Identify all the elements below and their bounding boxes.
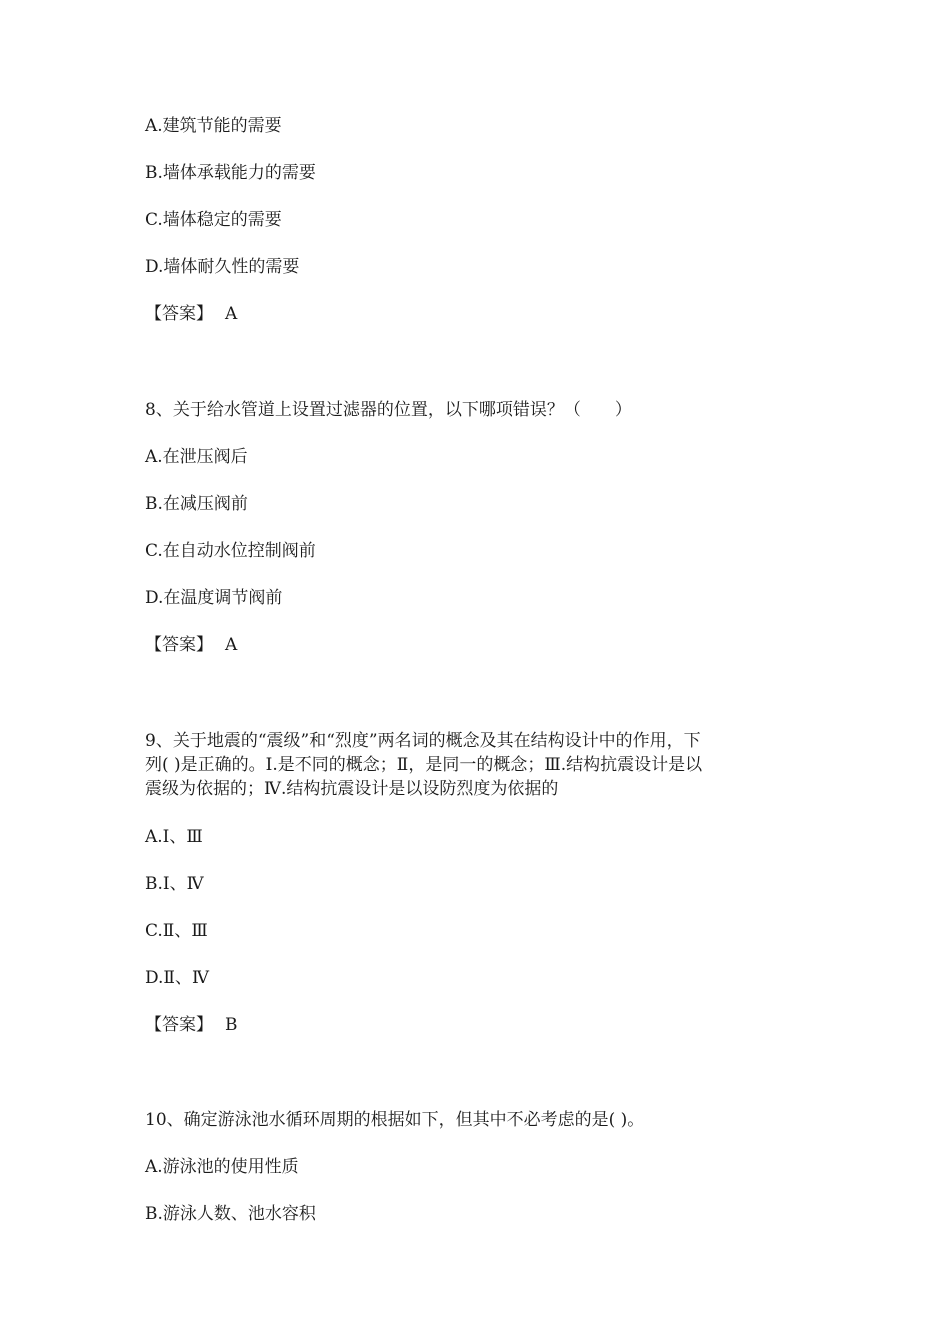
q10-option-a: A.游泳池的使用性质 (145, 1157, 299, 1177)
answer-label: 【答案】 (145, 635, 213, 655)
q9-stem-line-2: 列( )是正确的。Ⅰ.是不同的概念；Ⅱ，是同一的概念；Ⅲ.结构抗震设计是以 (145, 755, 703, 775)
q8-option-b: B.在减压阀前 (145, 494, 248, 514)
q10-stem: 10、确定游泳池水循环周期的根据如下，但其中不必考虑的是( )。 (145, 1110, 645, 1130)
q9-option-c: C.Ⅱ、Ⅲ (145, 921, 208, 941)
q10-option-b: B.游泳人数、池水容积 (145, 1204, 316, 1224)
q7-option-c: C.墙体稳定的需要 (145, 210, 282, 230)
q9-option-a: A.Ⅰ、Ⅲ (145, 827, 203, 847)
q9-answer (145, 1013, 238, 1037)
q8-option-c: C.在自动水位控制阀前 (145, 541, 316, 561)
q9-option-d: D.Ⅱ、Ⅳ (145, 968, 209, 988)
answer-value: B (225, 1015, 238, 1035)
answer-label: 【答案】 (145, 1015, 213, 1035)
q9-stem-line-3: 震级为依据的；Ⅳ.结构抗震设计是以设防烈度为依据的 (145, 779, 559, 799)
q9-option-b: B.Ⅰ、Ⅳ (145, 874, 204, 894)
q7-answer (145, 302, 237, 326)
q9-stem-line-1: 9、关于地震的“震级”和“烈度”两名词的概念及其在结构设计中的作用，下 (145, 731, 701, 751)
answer-value: A (225, 635, 238, 655)
q8-answer (145, 633, 237, 657)
q7-option-b: B.墙体承载能力的需要 (145, 163, 316, 183)
q7-option-a: A.建筑节能的需要 (145, 116, 282, 136)
q7-option-d: D.墙体耐久性的需要 (145, 257, 300, 277)
q8-stem: 8、关于给水管道上设置过滤器的位置，以下哪项错误？（ ） (145, 400, 632, 420)
answer-value: A (225, 304, 238, 324)
answer-label: 【答案】 (145, 304, 213, 324)
q8-option-a: A.在泄压阀后 (145, 447, 248, 467)
q8-option-d: D.在温度调节阀前 (145, 588, 283, 608)
q9-stem (145, 729, 805, 801)
